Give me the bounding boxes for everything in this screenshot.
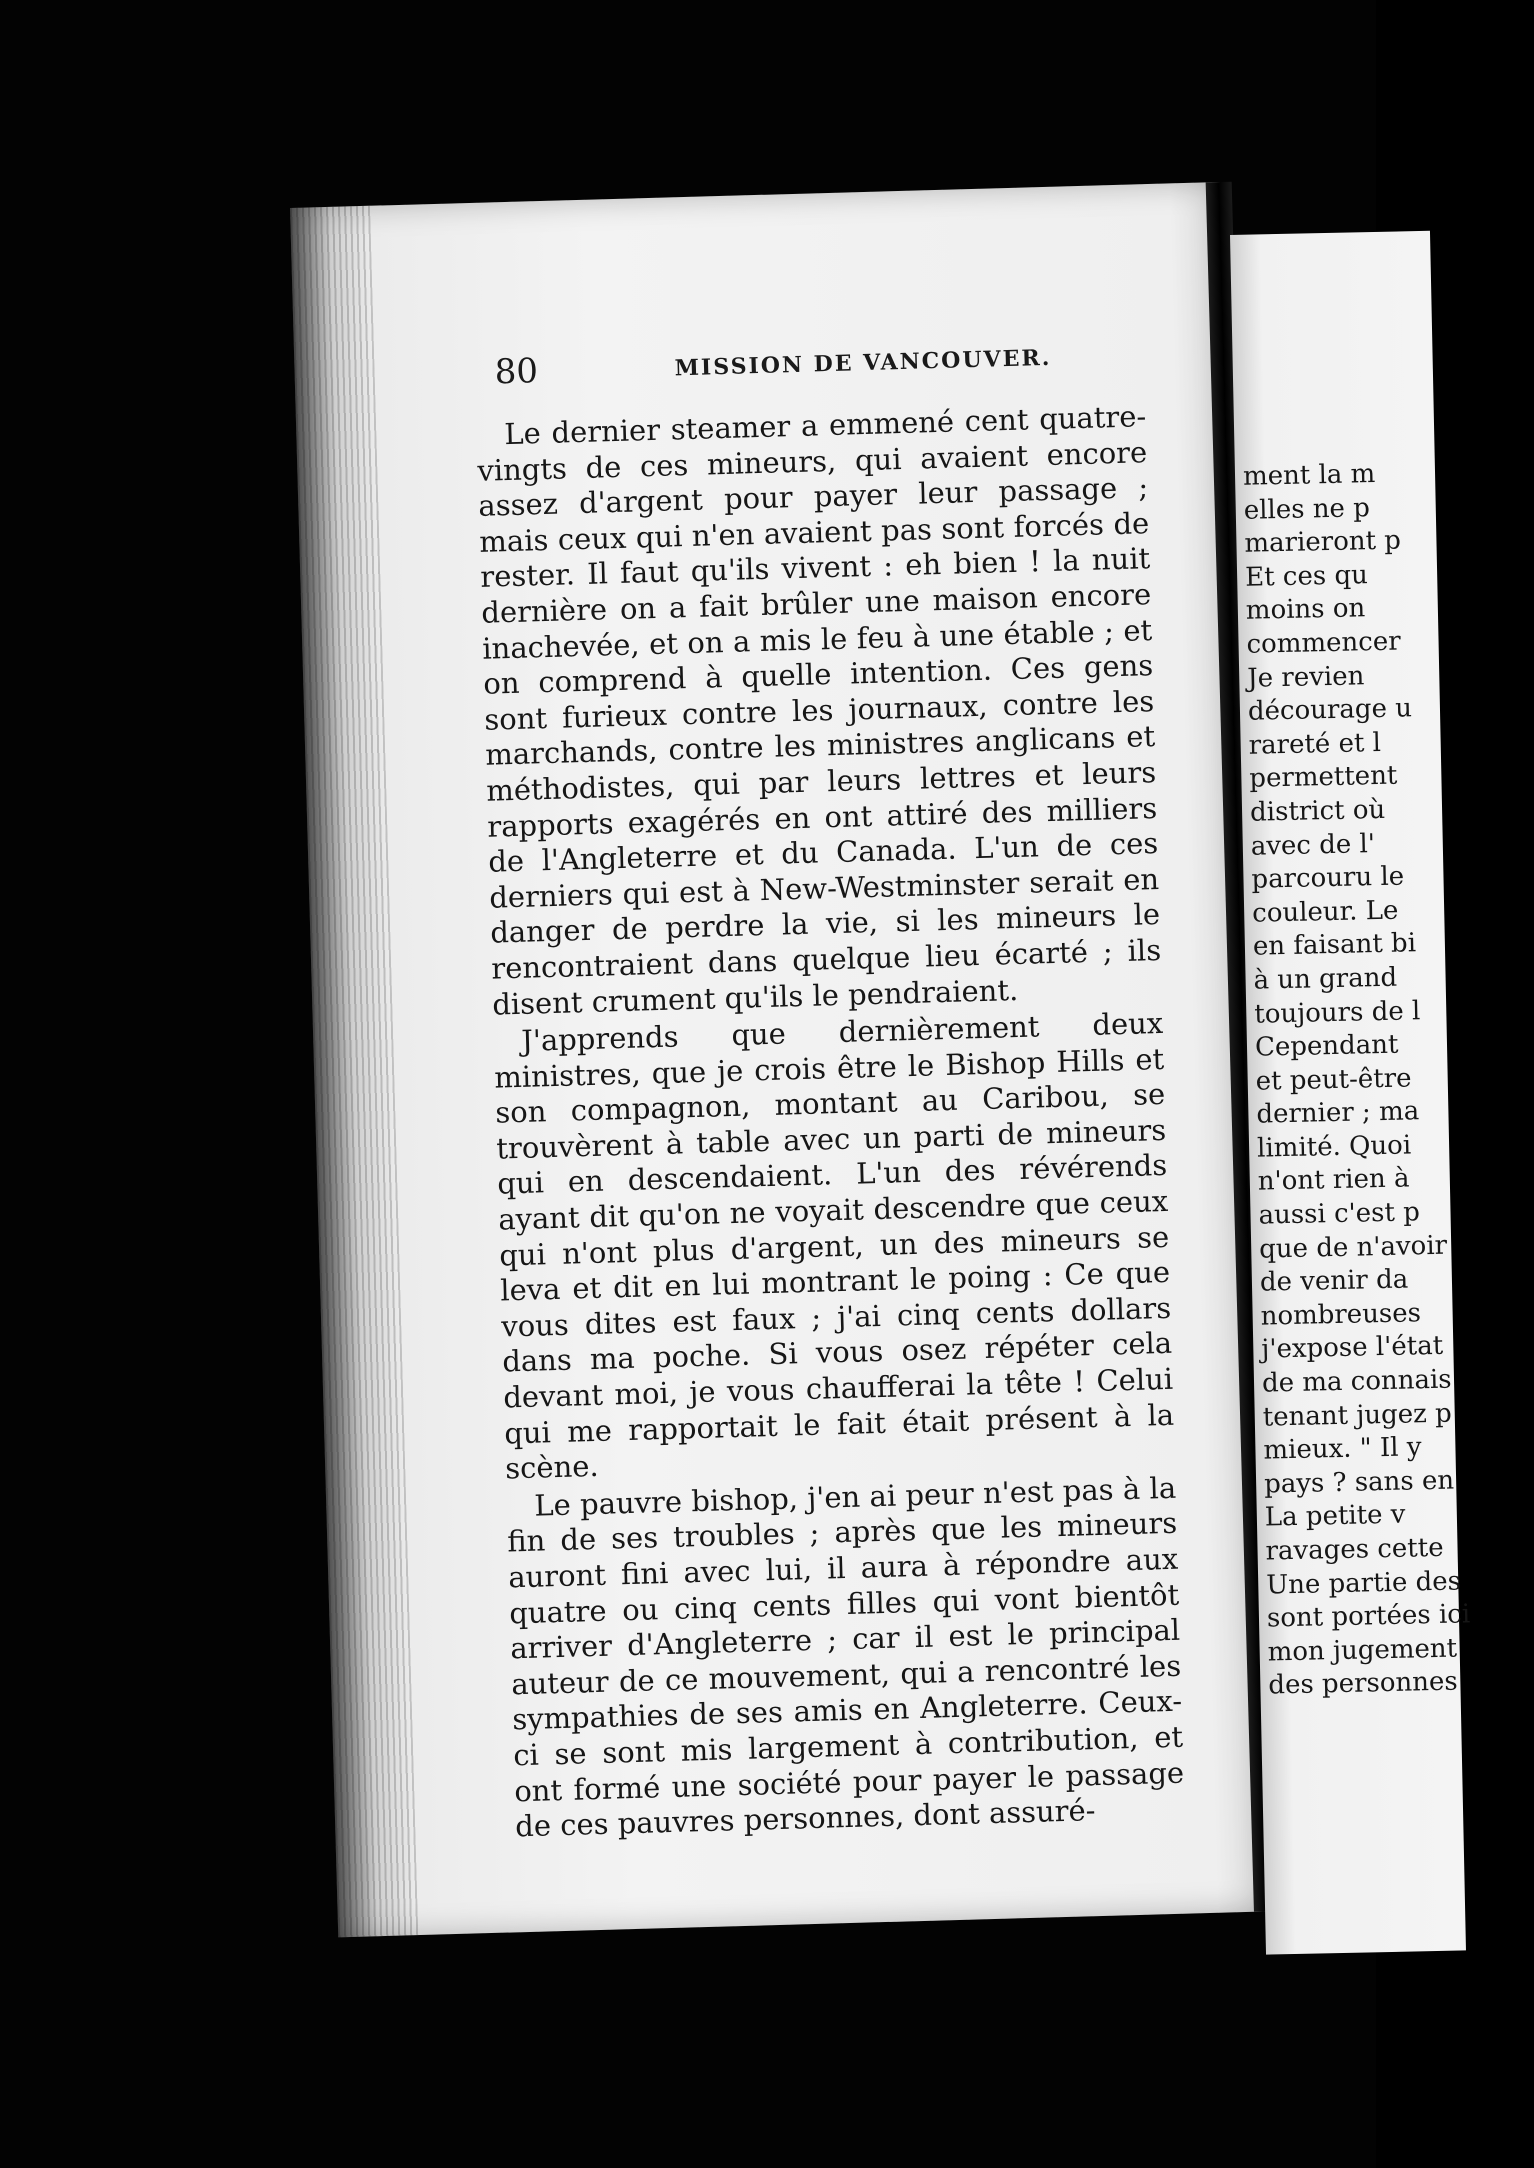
right-page-line: dernier ; ma [1256, 1096, 1420, 1130]
right-page-line: ment la m [1242, 459, 1376, 492]
right-page-line: limité. Quoi [1256, 1130, 1412, 1164]
right-page-line: mieux. " Il y [1263, 1432, 1422, 1466]
body-text [476, 399, 1186, 1845]
right-page-line: Je revien [1246, 660, 1365, 694]
right-page-line: de venir da [1259, 1264, 1409, 1298]
right-page-line: en faisant bi [1252, 928, 1417, 962]
running-head [494, 334, 1165, 393]
right-page-line: que de n'avoir [1258, 1230, 1448, 1265]
right-page-line: sont portées ici [1266, 1599, 1471, 1634]
right-page-line: La petite v [1264, 1500, 1406, 1533]
right-page-line: à un grand [1253, 962, 1398, 996]
right-page-text [1243, 455, 1529, 1703]
paragraph-2: J'apprends que dernièrement deux ministres, que je crois être le Bishop Hills et son compagnon, montant au Caribou, se trouvèrent à table avec un parti de mineurs qui en descendaient. L'un des révérends ayant dit qu'on ne voyait descendre que ceux qui n'ont plus d'argent, un des mineurs se leva et dit en lui montrant le poing : Ce que vous dites est faux ; j'ai cinq cents dollars dans ma poche. Si vous osez répéter cela devant moi, je vous chaufferai la tête ! Celui qui me rapportait le fait était présent à la scène. [493, 1006, 1175, 1486]
right-page-line: Et ces qu [1244, 559, 1369, 593]
right-page-line: mon jugement [1267, 1633, 1458, 1668]
page-number: 80 [494, 351, 539, 393]
right-page-line: permettent [1249, 760, 1398, 795]
right-page-line: avec de l' [1250, 828, 1376, 862]
right-page-line: et peut-être [1255, 1063, 1412, 1097]
right-page-line: n'ont rien à [1257, 1163, 1410, 1198]
right-page-line: Une partie des [1265, 1566, 1462, 1601]
right-page-line: rareté et l [1248, 727, 1382, 761]
right-page-line: tenant jugez p [1262, 1398, 1453, 1433]
right-page-line: couleur. Le [1251, 895, 1399, 929]
running-head-title: MISSION DE VANCOUVER. [674, 344, 1052, 382]
right-page-line: parcouru le [1251, 861, 1405, 895]
right-page-line: de ma connais [1261, 1364, 1452, 1399]
paragraph-1: Le dernier steamer a emmené cent quatre-vingts de ces mineurs, qui avaient encore assez d'argent pour payer leur passage ; mais ceux qui n'en avaient pas sont forcés de rester. Il faut qu'ils vivent : eh bien ! la nuit dernière on a fait brûler une maison encore inachevée, et on a mis le feu à une étable ; et on comprend à quelle intention. Ces gens sont furieux contre les journaux, contre les marchands, contre les ministres anglicans et méthodistes, qui par leurs lettres et leurs rapports exagérés en ont attiré des milliers de l'Angleterre et du Canada. L'un de ces derniers qui est à New-Westminster serait en danger de perdre la vie, si les mineurs le rencontraient dans quelque lieu écarté ; ils disent crument qu'ils le pendraient. [476, 399, 1162, 1022]
right-page-line: moins on [1245, 593, 1366, 627]
paragraph-3: Le pauvre bishop, j'en ai peur n'est pas à la fin de ses troubles ; après que les mineurs auront fini avec lui, il aura à répondre aux quatre ou cinq cents filles qui vont bientôt arriver d'Angleterre ; car il est le principal auteur de ce mouvement, qui a rencontré les sympathies de ses amis en Angleterre. Ceux-ci se sont mis largement à contribution, et ont formé une société pour payer le passage de ces pauvres personnes, dont assuré- [506, 1470, 1185, 1844]
right-page-line: elles ne p [1243, 492, 1371, 526]
right-page-line: décourage u [1247, 693, 1413, 727]
right-page-line: marieront p [1244, 525, 1402, 559]
right-page-line: Cependant [1254, 1029, 1399, 1063]
right-page-line: ravages cette [1265, 1532, 1444, 1567]
right-page-line: aussi c'est p [1258, 1197, 1421, 1231]
right-page-line: commencer [1246, 626, 1401, 660]
left-page [290, 182, 1268, 1937]
right-page-line: pays ? sans en [1263, 1465, 1455, 1500]
right-page-line: j'expose l'état [1261, 1331, 1444, 1366]
right-page-line: toujours de l [1254, 995, 1421, 1030]
right-page-line: district où [1249, 794, 1386, 828]
right-page-line: des personnes [1268, 1666, 1458, 1701]
right-page [1230, 231, 1471, 1955]
right-page-line: nombreuses [1260, 1298, 1422, 1332]
